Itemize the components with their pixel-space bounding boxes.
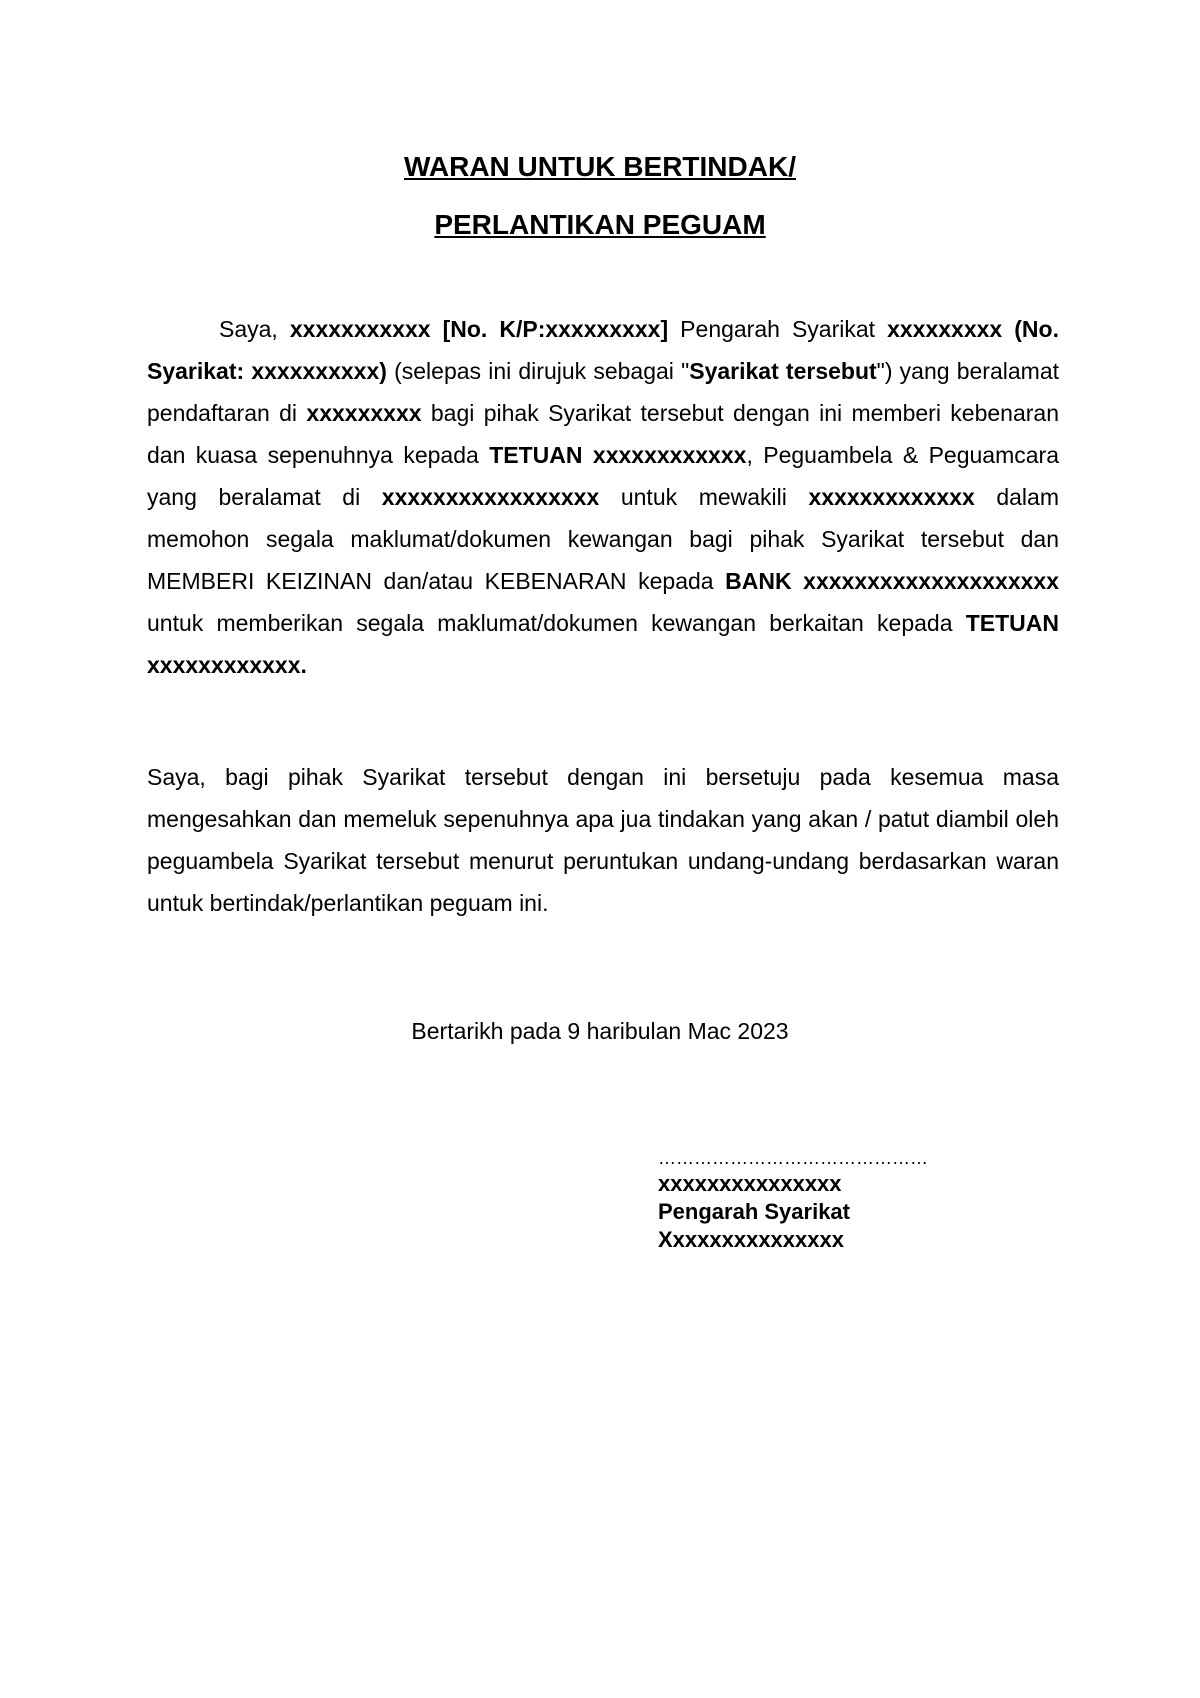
para1-text: Pengarah Syarikat bbox=[668, 316, 888, 342]
represented-party: xxxxxxxxxxxxx bbox=[808, 484, 975, 510]
para1-text: untuk mewakili bbox=[599, 484, 809, 510]
law-firm-name: TETUAN xxxxxxxxxxxx bbox=[489, 442, 747, 468]
company-name-number: xxxxxxxxx (No. Syarikat: xxxxxxxxxx) bbox=[147, 316, 1059, 384]
signature-dotted-line: ……………………………………… bbox=[658, 1148, 928, 1168]
bank-name: BANK xxxxxxxxxxxxxxxxxxxx bbox=[725, 568, 1059, 594]
signatory-name: xxxxxxxxxxxxxxx bbox=[658, 1171, 842, 1196]
title-line-2: PERLANTIKAN PEGUAM bbox=[434, 209, 766, 240]
signature-block bbox=[658, 1148, 928, 1254]
director-name-ic: xxxxxxxxxxx [No. K/P:xxxxxxxxx] bbox=[289, 316, 669, 342]
document-title bbox=[0, 150, 1200, 266]
company-defined-term: Syarikat tersebut bbox=[689, 358, 877, 384]
law-firm-name-final: TETUAN xxxxxxxxxxxx. bbox=[147, 610, 1059, 678]
paragraph-authorization bbox=[147, 308, 1059, 686]
para1-text: Saya, bbox=[219, 316, 290, 342]
para1-text: bagi pihak Syarikat tersebut dengan ini memberi kebenaran dan kuasa sepenuhnya kepada bbox=[147, 400, 1060, 468]
para1-text: dalam memohon segala maklumat/dokumen kewangan bagi pihak Syarikat tersebut dan MEMBERI KEIZINAN dan/atau KEBENARAN kepada bbox=[147, 484, 1059, 594]
signatory-company: Xxxxxxxxxxxxxxx bbox=[658, 1227, 844, 1252]
law-firm-address: xxxxxxxxxxxxxxxxx bbox=[381, 484, 600, 510]
para1-text: ") yang beralamat pendaftaran di bbox=[147, 358, 1059, 426]
registered-address: xxxxxxxxx bbox=[306, 400, 422, 426]
para1-text: untuk memberikan segala maklumat/dokumen kewangan berkaitan kepada bbox=[147, 610, 966, 636]
para1-text: (selepas ini dirujuk sebagai " bbox=[386, 358, 690, 384]
paragraph-ratification: Saya, bagi pihak Syarikat tersebut dengan ini bersetuju pada kesemua masa mengesahkan dan memeluk sepenuhnya apa jua tindakan yang akan / patut diambil oleh peguambela Syarikat tersebut menurut peruntukan undang-undang berdasarkan waran untuk bertindak/perlantikan peguam ini. bbox=[147, 764, 1059, 916]
para1-text: , Peguambela & Peguamcara yang beralamat di bbox=[147, 442, 1059, 510]
title-line-1: WARAN UNTUK BERTINDAK/ bbox=[404, 151, 796, 182]
signatory-position: Pengarah Syarikat bbox=[658, 1199, 850, 1224]
date-line: Bertarikh pada 9 haribulan Mac 2023 bbox=[411, 1018, 789, 1044]
